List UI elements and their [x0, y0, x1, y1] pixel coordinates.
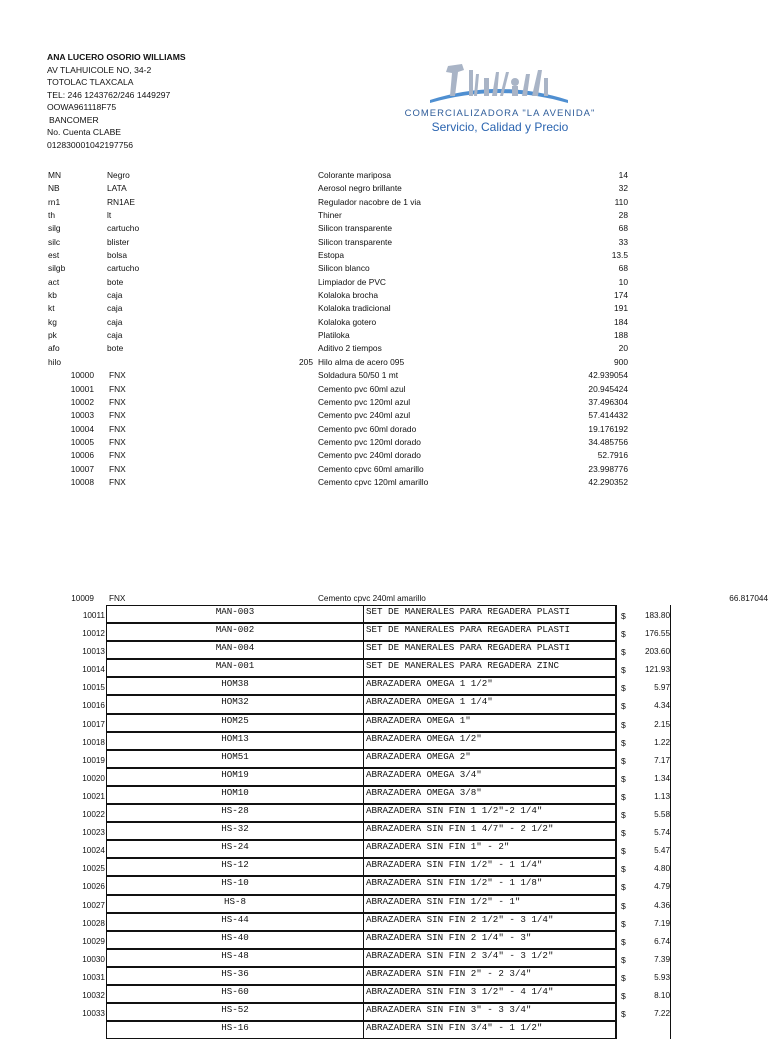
table-row	[48, 985, 768, 1003]
table-row	[48, 732, 768, 750]
item-sku: HS-40	[106, 931, 364, 949]
item-code: 10008	[70, 476, 94, 487]
currency-symbol: $	[621, 773, 626, 784]
currency-symbol: $	[621, 665, 626, 676]
item-sku: HS-28	[106, 804, 364, 822]
item-code: 10004	[70, 423, 94, 434]
item-sku: HOM38	[106, 677, 364, 695]
item-code: kb	[48, 290, 57, 301]
supplier-header	[47, 51, 186, 151]
table-row	[48, 249, 628, 262]
currency-symbol: $	[621, 990, 626, 1001]
item-description: Silicon transparente	[318, 223, 393, 234]
currency-symbol: $	[621, 882, 626, 893]
item-description: Aditivo 2 tiempos	[318, 343, 382, 354]
item-code: 10027	[82, 900, 105, 910]
table-row	[48, 840, 768, 858]
table-row	[48, 623, 768, 641]
item-description: Cemento pvc 120ml azul	[318, 396, 411, 407]
item-code: 10002	[70, 396, 94, 407]
table-row	[48, 423, 628, 436]
item-code: kg	[48, 316, 57, 327]
item-code: 10006	[70, 450, 94, 461]
item-price: 66.817044	[729, 594, 768, 603]
item-price: 184	[614, 316, 628, 327]
item-description: ABRAZADERA OMEGA 1 1/2"	[363, 677, 616, 695]
item-unit: lt	[107, 210, 112, 221]
item-description: Colorante mariposa	[318, 170, 392, 180]
item-price: 68	[618, 263, 628, 274]
item-sku: MAN-002	[106, 623, 364, 641]
item-price: 37.496304	[588, 396, 628, 407]
table-row	[48, 409, 628, 422]
item-code: 10019	[82, 755, 105, 765]
table-row	[48, 1003, 768, 1021]
currency-symbol: $	[621, 828, 626, 839]
item-unit: caja	[107, 330, 123, 341]
table-row	[48, 876, 768, 894]
item-description: Kolaloka tradicional	[318, 303, 391, 314]
item-description: ABRAZADERA SIN FIN 1/2" - 1 1/8"	[363, 876, 616, 894]
table-row	[48, 476, 628, 489]
table-row	[48, 895, 768, 913]
table-row	[48, 436, 628, 449]
table-row	[48, 677, 768, 695]
item-sku: HS-8	[106, 895, 364, 913]
item-sku: HOM13	[106, 732, 364, 750]
item-code: MN	[48, 170, 62, 180]
item-code: 10025	[82, 864, 105, 874]
item-code: silgb	[48, 263, 66, 274]
item-sku: HOM25	[106, 714, 364, 732]
currency-symbol: $	[621, 611, 626, 621]
item-price: 174	[614, 290, 628, 301]
supplier-name: ANA LUCERO OSORIO WILLIAMS	[47, 52, 186, 62]
item-description: Soldadura 50/50 1 mt	[318, 370, 399, 381]
item-code: 10020	[82, 773, 105, 783]
item-unit: RN1AE	[107, 196, 135, 207]
currency-symbol: $	[621, 864, 626, 875]
item-description: Cemento cpvc 120ml amarillo	[318, 476, 429, 487]
item-code: kt	[48, 303, 55, 314]
item-code: 10018	[82, 737, 105, 747]
item-code: 10016	[82, 701, 105, 711]
item-description: ABRAZADERA SIN FIN 1" - 2"	[363, 840, 616, 858]
supplier-city: TOTOLAC TLAXCALA	[47, 77, 134, 87]
item-code: 10031	[82, 972, 105, 982]
item-price: 1.13	[654, 791, 670, 801]
list-item	[48, 593, 768, 605]
currency-symbol: $	[621, 647, 626, 658]
table-row	[48, 659, 768, 677]
item-code: 10021	[82, 791, 105, 801]
item-code: 10022	[82, 810, 105, 820]
item-code: 10000	[70, 370, 94, 381]
table-row	[48, 356, 628, 369]
item-price: 121.93	[644, 665, 670, 675]
item-description: ABRAZADERA OMEGA 1"	[363, 714, 616, 732]
item-description: Aerosol negro brillante	[318, 183, 402, 194]
item-line: FNX	[109, 594, 126, 603]
item-code: 10023	[82, 828, 105, 838]
item-sku: MAN-001	[106, 659, 364, 677]
item-unit: Negro	[107, 170, 130, 180]
item-code: 10007	[70, 463, 94, 474]
item-unit: caja	[107, 290, 123, 301]
table-row	[48, 695, 768, 713]
item-description: ABRAZADERA OMEGA 1 1/4"	[363, 695, 616, 713]
item-description: SET DE MANERALES PARA REGADERA PLASTI	[363, 605, 616, 623]
item-line: FNX	[109, 410, 126, 421]
item-price: 32	[618, 183, 628, 194]
item-code: 10028	[82, 918, 105, 928]
item-unit: cartucho	[107, 223, 140, 234]
item-price: 13.5	[611, 250, 628, 261]
item-description: Regulador nacobre de 1 via	[318, 196, 421, 207]
item-description: Limpiador de PVC	[318, 276, 386, 287]
table-row	[48, 822, 768, 840]
currency-symbol: $	[621, 629, 626, 640]
item-price: 4.79	[654, 882, 670, 892]
item-sku: HS-52	[106, 1003, 364, 1021]
item-code: 10003	[70, 410, 94, 421]
item-price: 20.945424	[588, 383, 628, 394]
item-description: Thiner	[318, 210, 342, 221]
item-description: ABRAZADERA SIN FIN 1 1/2"-2 1/4"	[363, 804, 616, 822]
item-sku: HS-24	[106, 840, 364, 858]
item-unit: caja	[107, 303, 123, 314]
item-price: 42.290352	[588, 476, 628, 487]
item-sku: MAN-003	[106, 605, 364, 623]
item-code: 10005	[70, 436, 94, 447]
item-code: 10013	[82, 647, 105, 657]
table-row	[48, 182, 628, 195]
item-description: ABRAZADERA SIN FIN 2" - 2 3/4"	[363, 967, 616, 985]
item-description: Cemento pvc 60ml dorado	[318, 423, 417, 434]
currency-symbol: $	[621, 791, 626, 802]
item-price: 19.176192	[588, 423, 628, 434]
item-description: ABRAZADERA SIN FIN 1/2" - 1 1/4"	[363, 858, 616, 876]
table-row	[48, 714, 768, 732]
item-price: 1.34	[654, 773, 670, 783]
item-price: 7.19	[654, 918, 670, 928]
tools-logo-icon	[372, 56, 626, 108]
table-row	[48, 209, 628, 222]
currency-symbol: $	[621, 701, 626, 712]
item-price: 20	[618, 343, 628, 354]
item-price: 33	[618, 236, 628, 247]
item-description: Cemento cpvc 60ml amarillo	[318, 463, 424, 474]
item-description: Kolaloka gotero	[318, 316, 377, 327]
item-unit: bolsa	[107, 250, 128, 261]
item-description: ABRAZADERA OMEGA 3/4"	[363, 768, 616, 786]
item-code: 10032	[82, 990, 105, 1000]
item-code: silg	[48, 223, 61, 234]
table-row	[48, 913, 768, 931]
item-sku: HS-16	[106, 1021, 364, 1039]
item-code: 10009	[71, 594, 94, 603]
table-row	[48, 383, 628, 396]
table-row	[48, 967, 768, 985]
item-sku: HS-44	[106, 913, 364, 931]
item-price: 2.15	[654, 719, 670, 729]
item-price: 7.17	[654, 755, 670, 765]
item-sku: HOM10	[106, 786, 364, 804]
table-row	[48, 463, 628, 476]
item-unit: blister	[107, 236, 130, 247]
logo-tagline: COMERCIALIZADORA "LA AVENIDA"	[404, 108, 596, 119]
item-code: 10017	[82, 719, 105, 729]
item-price: 57.414432	[588, 410, 628, 421]
currency-symbol: $	[621, 918, 626, 929]
item-unit: caja	[107, 316, 123, 327]
item-price: 68	[618, 223, 628, 234]
item-price: 5.93	[654, 972, 670, 982]
company-logo	[372, 56, 626, 140]
item-price: 5.47	[654, 846, 670, 856]
item-unit: bote	[107, 343, 124, 354]
table-row	[48, 169, 628, 182]
item-description: ABRAZADERA OMEGA 3/8"	[363, 786, 616, 804]
item-line: FNX	[109, 436, 126, 447]
table-row	[48, 302, 628, 315]
item-price: 110	[614, 196, 628, 207]
item-code: act	[48, 276, 60, 287]
item-price: 28	[618, 210, 628, 221]
item-price: 176.55	[644, 629, 670, 639]
item-description: Cemento pvc 120ml dorado	[318, 436, 421, 447]
item-line: FNX	[109, 463, 126, 474]
item-code: 10026	[82, 882, 105, 892]
supplier-rfc: OOWA961118F75	[47, 102, 117, 112]
item-sku: HS-12	[106, 858, 364, 876]
item-code: 10024	[82, 846, 105, 856]
item-description: ABRAZADERA SIN FIN 1/2" - 1"	[363, 895, 616, 913]
item-price: 14	[618, 170, 628, 180]
item-description: ABRAZADERA SIN FIN 1 4/7" - 2 1/2"	[363, 822, 616, 840]
item-sku: HOM32	[106, 695, 364, 713]
item-code: 10015	[82, 683, 105, 693]
currency-symbol: $	[621, 810, 626, 821]
item-quantity: 205	[299, 356, 313, 367]
item-description: ABRAZADERA SIN FIN 3 1/2" - 4 1/4"	[363, 985, 616, 1003]
table-row	[48, 858, 768, 876]
item-code: hilo	[48, 356, 62, 367]
item-unit: LATA	[107, 183, 127, 194]
table-row	[48, 369, 628, 382]
item-description: ABRAZADERA SIN FIN 2 1/2" - 3 1/4"	[363, 913, 616, 931]
table-row	[48, 236, 628, 249]
supplier-bank: BANCOMER	[49, 114, 99, 125]
item-price: 52.7916	[597, 450, 628, 461]
item-price: 1.22	[654, 737, 670, 747]
item-price: 23.998776	[588, 463, 628, 474]
item-code: afo	[48, 343, 60, 354]
table-row	[48, 641, 768, 659]
item-price: 5.74	[654, 828, 670, 838]
item-description: ABRAZADERA SIN FIN 3" - 3 3/4"	[363, 1003, 616, 1021]
currency-symbol: $	[621, 737, 626, 748]
currency-symbol: $	[621, 683, 626, 694]
item-price: 5.97	[654, 683, 670, 693]
item-description: Kolaloka brocha	[318, 290, 379, 301]
table-row	[48, 449, 628, 462]
item-description: ABRAZADERA SIN FIN 2 3/4" - 3 1/2"	[363, 949, 616, 967]
item-code: NB	[48, 183, 60, 194]
item-description: ABRAZADERA SIN FIN 3/4" - 1 1/2"	[363, 1021, 616, 1039]
item-sku: MAN-004	[106, 641, 364, 659]
table-row	[48, 222, 628, 235]
item-price: 7.39	[654, 954, 670, 964]
item-sku: HS-48	[106, 949, 364, 967]
item-description: Estopa	[318, 250, 345, 261]
table-row	[48, 750, 768, 768]
item-description: Cemento pvc 240ml azul	[318, 410, 411, 421]
item-description: Hilo alma de acero 095	[318, 356, 405, 367]
currency-symbol: $	[621, 755, 626, 766]
table-row	[48, 276, 628, 289]
item-code: est	[48, 250, 60, 261]
item-code: 10033	[82, 1009, 105, 1019]
table-row	[48, 342, 628, 355]
item-description: SET DE MANERALES PARA REGADERA PLASTI	[363, 641, 616, 659]
table-row	[48, 316, 628, 329]
account-number: 012830001042197756	[47, 139, 134, 150]
item-price: 10	[618, 276, 628, 287]
supplier-phone: TEL: 246 1243762/246 1449297	[47, 89, 171, 100]
item-price: 4.80	[654, 864, 670, 874]
item-price: 183.80	[644, 611, 670, 620]
table-row	[48, 804, 768, 822]
item-code: rn1	[48, 196, 61, 207]
item-sku: HS-60	[106, 985, 364, 1003]
item-sku: HS-10	[106, 876, 364, 894]
item-description: ABRAZADERA SIN FIN 2 1/4" - 3"	[363, 931, 616, 949]
table-row	[48, 262, 628, 275]
price-list-boxed	[48, 593, 768, 1039]
item-description: Cemento cpvc 240ml amarillo	[318, 594, 426, 603]
item-code: pk	[48, 330, 57, 341]
item-price: 6.74	[654, 936, 670, 946]
item-description: Cemento pvc 60ml azul	[318, 383, 406, 394]
item-description: ABRAZADERA OMEGA 1/2"	[363, 732, 616, 750]
item-line: FNX	[109, 396, 126, 407]
table-row	[48, 396, 628, 409]
item-price: 5.58	[654, 810, 670, 820]
table-row	[48, 289, 628, 302]
item-code: 10012	[82, 629, 105, 639]
item-price: 42.939054	[588, 370, 628, 381]
item-description: SET DE MANERALES PARA REGADERA PLASTI	[363, 623, 616, 641]
item-price: 7.22	[654, 1009, 670, 1019]
item-code: 10014	[82, 665, 105, 675]
item-price: 191	[614, 303, 628, 314]
item-unit: cartucho	[107, 263, 140, 274]
item-code: th	[48, 210, 55, 221]
item-price: 900	[614, 356, 628, 367]
item-sku: HS-36	[106, 967, 364, 985]
currency-symbol: $	[621, 1009, 626, 1020]
table-row	[48, 931, 768, 949]
currency-symbol: $	[621, 719, 626, 730]
item-price: 4.34	[654, 701, 670, 711]
boxed-table	[48, 605, 768, 1039]
item-code: 10001	[70, 383, 94, 394]
item-description: ABRAZADERA OMEGA 2"	[363, 750, 616, 768]
currency-symbol: $	[621, 846, 626, 857]
item-code: 10011	[82, 611, 105, 620]
table-row	[48, 786, 768, 804]
currency-symbol: $	[621, 900, 626, 911]
currency-symbol: $	[621, 936, 626, 947]
item-line: FNX	[109, 423, 126, 434]
item-unit: bote	[107, 276, 124, 287]
item-line: FNX	[109, 476, 126, 487]
item-description: Platiloka	[318, 330, 350, 341]
supplier-address: AV TLAHUICOLE NO, 34-2	[47, 64, 152, 75]
item-price: 4.36	[654, 900, 670, 910]
currency-symbol: $	[621, 972, 626, 983]
item-description: SET DE MANERALES PARA REGADERA ZINC	[363, 659, 616, 677]
item-description: Silicon blanco	[318, 263, 370, 274]
item-line: FNX	[109, 450, 126, 461]
item-description: Silicon transparente	[318, 236, 393, 247]
item-sku: HOM51	[106, 750, 364, 768]
table-row	[48, 196, 628, 209]
item-sku: HS-32	[106, 822, 364, 840]
item-code: 10029	[82, 936, 105, 946]
table-row	[48, 605, 768, 623]
item-price: 188	[614, 330, 628, 341]
item-code: silc	[48, 236, 61, 247]
table-row	[48, 768, 768, 786]
table-row	[48, 329, 628, 342]
item-sku: HOM19	[106, 768, 364, 786]
item-line: FNX	[109, 383, 126, 394]
account-label: No. Cuenta CLABE	[47, 127, 122, 137]
item-code: 10030	[82, 954, 105, 964]
table-row	[48, 949, 768, 967]
item-line: FNX	[109, 370, 126, 381]
item-price: 8.10	[654, 990, 670, 1000]
logo-slogan: Servicio, Calidad y Precio	[431, 120, 569, 134]
currency-symbol: $	[621, 954, 626, 965]
item-price: 203.60	[644, 647, 670, 657]
item-price: 34.485756	[588, 436, 628, 447]
price-list-top	[48, 169, 628, 489]
item-description: Cemento pvc 240ml dorado	[318, 450, 421, 461]
